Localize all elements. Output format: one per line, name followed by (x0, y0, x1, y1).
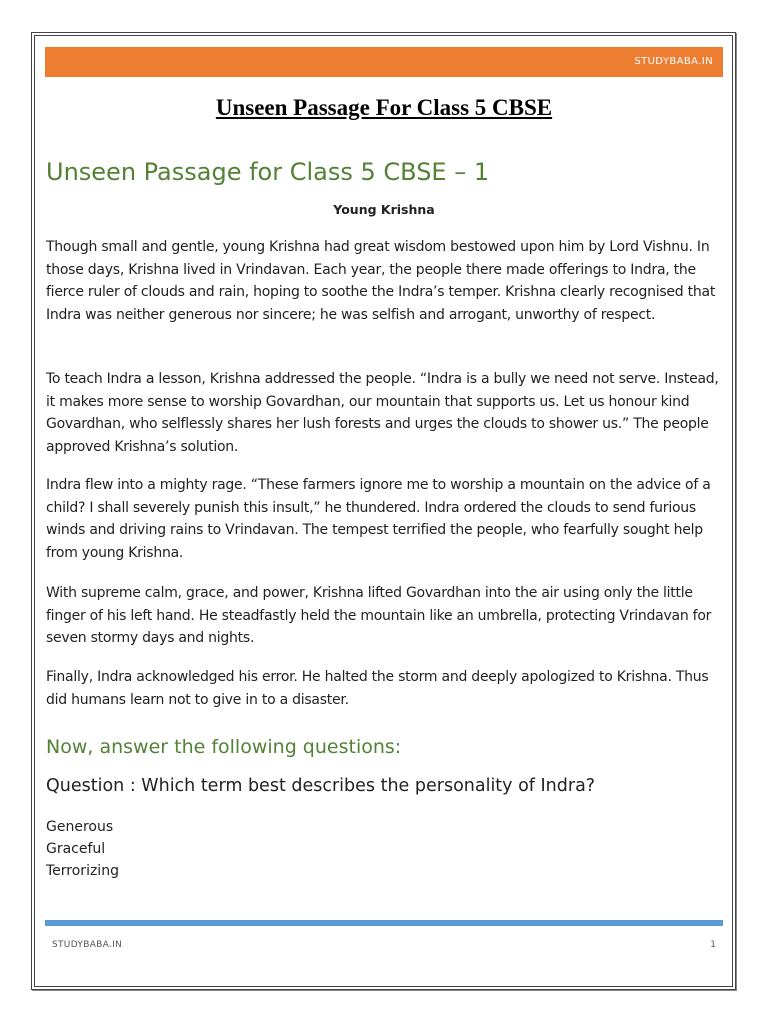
header-bar (45, 47, 723, 77)
passage-paragraph-3: Indra flew into a mighty rage. “These farmers ignore me to worship a mountain on the advice of a child? I shall severely punish this insult,” he thundered. Indra ordered the clouds to send furious winds and driving rains to Vrindavan. The tempest terrified the people, who fearfully sought help from young Krishna. (46, 477, 711, 561)
section-heading: Unseen Passage for Class 5 CBSE – 1 (46, 158, 490, 186)
question-text: Question : Which term best describes the personality of Indra? (46, 776, 596, 796)
answer-option-graceful: Graceful (46, 841, 106, 857)
passage-paragraph-5: Finally, Indra acknowledged his error. He halted the storm and deeply apologized to Krishna. Thus did humans learn not to give in to a disaster. (46, 669, 709, 708)
answer-options (46, 816, 119, 882)
header-brand: STUDYBABA.IN (634, 56, 713, 67)
story-title: Young Krishna (333, 202, 435, 217)
questions-heading: Now, answer the following questions: (46, 736, 402, 758)
answer-option-generous: Generous (46, 819, 114, 835)
footer-rule (45, 920, 723, 926)
passage-paragraph-2: To teach Indra a lesson, Krishna addressed the people. “Indra is a bully we need not serve. Instead, it makes more sense to worship Govardhan, our mountain that supports us. Let us honour kind Govardhan, who selflessly shares her lush forests and urges the clouds to shower us.” The people approved Krishna’s solution. (46, 371, 719, 455)
document-title: Unseen Passage For Class 5 CBSE (215, 95, 553, 120)
passage-paragraph-4: With supreme calm, grace, and power, Krishna lifted Govardhan into the air using only the little finger of his left hand. He steadfastly held the mountain like an umbrella, protecting Vrindavan for seven stormy days and nights. (46, 585, 712, 646)
page-number: 1 (710, 940, 716, 950)
footer-brand: STUDYBABA.IN (52, 940, 123, 950)
answer-option-terrorizing: Terrorizing (46, 863, 119, 879)
passage-paragraph-1: Though small and gentle, young Krishna had great wisdom bestowed upon him by Lord Vishnu. In those days, Krishna lived in Vrindavan. Each year, the people there made offerings to Indra, the fierce ruler of clouds and rain, hoping to soothe the Indra’s temper. Krishna clearly recognised that Indra was neither generous nor sincere; he was selfish and arrogant, unworthy of respect. (46, 239, 716, 323)
